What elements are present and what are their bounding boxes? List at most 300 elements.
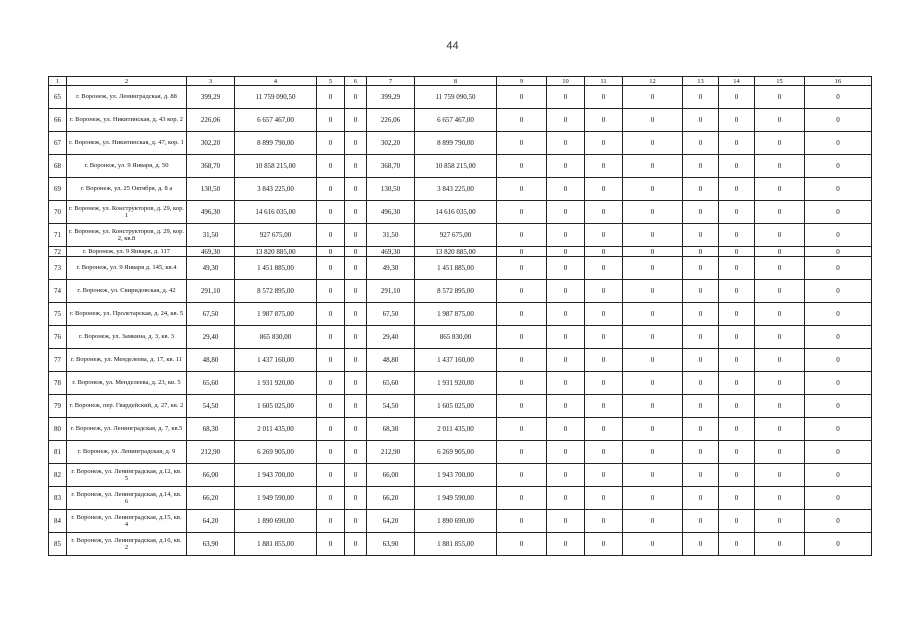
value-col5-cell: 0 [317,280,345,303]
row-number-cell: 75 [49,303,67,326]
area-total-cell: 496,30 [367,201,415,224]
value-col13-cell: 0 [683,257,719,280]
value-col11-cell: 0 [585,464,623,487]
value-col5-cell: 0 [317,109,345,132]
cost-cell: 1 987 875,00 [235,303,317,326]
value-col13-cell: 0 [683,86,719,109]
value-col15-cell: 0 [755,86,805,109]
row-number-cell: 85 [49,533,67,556]
value-col13-cell: 0 [683,464,719,487]
value-col11-cell: 0 [585,109,623,132]
cost-cell: 865 830,00 [235,326,317,349]
value-col15-cell: 0 [755,257,805,280]
value-col5-cell: 0 [317,464,345,487]
value-col5-cell: 0 [317,132,345,155]
value-col11-cell: 0 [585,441,623,464]
value-col13-cell: 0 [683,132,719,155]
value-col12-cell: 0 [623,487,683,510]
cost-cell: 1 605 025,00 [235,395,317,418]
value-col9-cell: 0 [497,510,547,533]
area-cell: 64,20 [187,510,235,533]
address-cell: г. Воронеж, ул. Свиридовская, д. 42 [67,280,187,303]
row-number-cell: 78 [49,372,67,395]
value-col12-cell: 0 [623,224,683,247]
value-col6-cell: 0 [345,441,367,464]
cost-cell: 14 616 035,00 [235,201,317,224]
value-col14-cell: 0 [719,464,755,487]
cost-total-cell: 1 451 885,00 [415,257,497,280]
value-col11-cell: 0 [585,247,623,257]
cost-total-cell: 3 843 225,00 [415,178,497,201]
value-col14-cell: 0 [719,510,755,533]
cost-cell: 1 451 885,00 [235,257,317,280]
cost-total-cell: 1 605 025,00 [415,395,497,418]
value-col10-cell: 0 [547,109,585,132]
table-row [49,155,872,178]
table-row [49,487,872,510]
value-col11-cell: 0 [585,533,623,556]
value-col5-cell: 0 [317,178,345,201]
value-col16-cell: 0 [805,257,872,280]
value-col6-cell: 0 [345,257,367,280]
value-col13-cell: 0 [683,224,719,247]
value-col9-cell: 0 [497,109,547,132]
value-col11-cell: 0 [585,326,623,349]
value-col14-cell: 0 [719,418,755,441]
area-total-cell: 48,80 [367,349,415,372]
cost-total-cell: 8 572 895,00 [415,280,497,303]
area-total-cell: 31,50 [367,224,415,247]
table-row [49,224,872,247]
row-number-cell: 65 [49,86,67,109]
value-col6-cell: 0 [345,201,367,224]
table-row [49,372,872,395]
value-col9-cell: 0 [497,155,547,178]
area-cell: 302,20 [187,132,235,155]
value-col12-cell: 0 [623,109,683,132]
value-col12-cell: 0 [623,303,683,326]
value-col14-cell: 0 [719,395,755,418]
area-total-cell: 302,20 [367,132,415,155]
address-cell: г. Воронеж, ул. Ленинградская, д. 88 [67,86,187,109]
cost-cell: 13 820 885,00 [235,247,317,257]
cost-cell: 8 572 895,00 [235,280,317,303]
value-col12-cell: 0 [623,155,683,178]
value-col6-cell: 0 [345,326,367,349]
value-col10-cell: 0 [547,178,585,201]
cost-total-cell: 11 759 090,50 [415,86,497,109]
value-col13-cell: 0 [683,395,719,418]
value-col13-cell: 0 [683,441,719,464]
address-cell: г. Воронеж, ул. Никитинская, д. 47, кор. 1 [67,132,187,155]
value-col5-cell: 0 [317,441,345,464]
cost-total-cell: 1 949 590,00 [415,487,497,510]
value-col11-cell: 0 [585,280,623,303]
value-col6-cell: 0 [345,86,367,109]
cost-total-cell: 927 675,00 [415,224,497,247]
row-number-cell: 71 [49,224,67,247]
cost-total-cell: 1 931 920,00 [415,372,497,395]
area-cell: 67,50 [187,303,235,326]
cost-total-cell: 2 011 435,00 [415,418,497,441]
value-col6-cell: 0 [345,395,367,418]
value-col11-cell: 0 [585,418,623,441]
table-row [49,441,872,464]
row-number-cell: 66 [49,109,67,132]
area-cell: 399,29 [187,86,235,109]
table-row [49,178,872,201]
value-col15-cell: 0 [755,464,805,487]
value-col15-cell: 0 [755,326,805,349]
value-col12-cell: 0 [623,441,683,464]
cost-cell: 11 759 090,50 [235,86,317,109]
row-number-cell: 74 [49,280,67,303]
row-number-cell: 69 [49,178,67,201]
value-col11-cell: 0 [585,349,623,372]
value-col16-cell: 0 [805,349,872,372]
area-cell: 65,60 [187,372,235,395]
area-cell: 48,80 [187,349,235,372]
value-col13-cell: 0 [683,155,719,178]
value-col6-cell: 0 [345,224,367,247]
value-col13-cell: 0 [683,349,719,372]
value-col11-cell: 0 [585,487,623,510]
value-col16-cell: 0 [805,464,872,487]
table-row [49,303,872,326]
column-number: 11 [585,77,623,86]
area-cell: 291,10 [187,280,235,303]
value-col11-cell: 0 [585,372,623,395]
value-col5-cell: 0 [317,224,345,247]
cost-total-cell: 1 943 700,00 [415,464,497,487]
value-col12-cell: 0 [623,132,683,155]
area-cell: 68,30 [187,418,235,441]
cost-cell: 6 269 905,00 [235,441,317,464]
value-col12-cell: 0 [623,280,683,303]
value-col13-cell: 0 [683,326,719,349]
value-col14-cell: 0 [719,201,755,224]
value-col16-cell: 0 [805,155,872,178]
table-row [49,257,872,280]
cost-total-cell: 6 269 905,00 [415,441,497,464]
cost-total-cell: 1 987 875,00 [415,303,497,326]
cost-total-cell: 10 858 215,00 [415,155,497,178]
value-col5-cell: 0 [317,257,345,280]
value-col11-cell: 0 [585,224,623,247]
table-row [49,247,872,257]
value-col9-cell: 0 [497,533,547,556]
value-col16-cell: 0 [805,109,872,132]
value-col13-cell: 0 [683,247,719,257]
area-total-cell: 66,20 [367,487,415,510]
value-col9-cell: 0 [497,257,547,280]
value-col12-cell: 0 [623,533,683,556]
row-number-cell: 68 [49,155,67,178]
value-col16-cell: 0 [805,395,872,418]
table-row [49,395,872,418]
value-col16-cell: 0 [805,86,872,109]
area-total-cell: 54,50 [367,395,415,418]
column-number: 14 [719,77,755,86]
value-col5-cell: 0 [317,372,345,395]
value-col12-cell: 0 [623,247,683,257]
value-col6-cell: 0 [345,533,367,556]
value-col14-cell: 0 [719,257,755,280]
address-cell: г. Воронеж, ул. Ленинградская, д.15, кв. 4 [67,510,187,533]
value-col15-cell: 0 [755,349,805,372]
value-col14-cell: 0 [719,372,755,395]
table-row [49,349,872,372]
value-col5-cell: 0 [317,418,345,441]
area-total-cell: 63,90 [367,533,415,556]
value-col10-cell: 0 [547,464,585,487]
value-col13-cell: 0 [683,487,719,510]
column-number: 9 [497,77,547,86]
value-col10-cell: 0 [547,441,585,464]
value-col10-cell: 0 [547,349,585,372]
area-cell: 496,30 [187,201,235,224]
value-col5-cell: 0 [317,155,345,178]
value-col13-cell: 0 [683,533,719,556]
value-col9-cell: 0 [497,247,547,257]
value-col15-cell: 0 [755,201,805,224]
address-cell: г. Воронеж, ул. Ленинградская, д.14, кв. 6 [67,487,187,510]
address-cell: г. Воронеж, ул. 9 Января, д. 50 [67,155,187,178]
cost-total-cell: 14 616 035,00 [415,201,497,224]
area-total-cell: 226,06 [367,109,415,132]
value-col12-cell: 0 [623,395,683,418]
value-col16-cell: 0 [805,372,872,395]
cost-total-cell: 6 657 467,00 [415,109,497,132]
value-col9-cell: 0 [497,326,547,349]
page-number: 44 [446,40,459,52]
value-col6-cell: 0 [345,418,367,441]
value-col16-cell: 0 [805,441,872,464]
value-col13-cell: 0 [683,280,719,303]
row-number-cell: 72 [49,247,67,257]
area-cell: 29,40 [187,326,235,349]
value-col9-cell: 0 [497,372,547,395]
value-col6-cell: 0 [345,178,367,201]
value-col14-cell: 0 [719,487,755,510]
cost-cell: 927 675,00 [235,224,317,247]
value-col9-cell: 0 [497,201,547,224]
address-cell: г. Воронеж, ул. Ленинградская, д.12, кв. 5 [67,464,187,487]
cost-total-cell: 8 899 790,00 [415,132,497,155]
value-col16-cell: 0 [805,487,872,510]
address-cell: г. Воронеж, ул. 9 Января д. 145, кв.4 [67,257,187,280]
row-number-cell: 67 [49,132,67,155]
row-number-cell: 81 [49,441,67,464]
row-number-cell: 82 [49,464,67,487]
value-col6-cell: 0 [345,247,367,257]
value-col9-cell: 0 [497,224,547,247]
column-number: 10 [547,77,585,86]
cost-total-cell: 1 890 690,00 [415,510,497,533]
cost-cell: 1 943 700,00 [235,464,317,487]
row-number-cell: 77 [49,349,67,372]
row-number-cell: 73 [49,257,67,280]
value-col12-cell: 0 [623,464,683,487]
table-row [49,464,872,487]
value-col15-cell: 0 [755,533,805,556]
cost-cell: 1 437 160,00 [235,349,317,372]
area-cell: 63,90 [187,533,235,556]
table-row [49,510,872,533]
address-cell: г. Воронеж, ул. Конструкторов, д. 29, кор. 1 [67,201,187,224]
address-cell: г. Воронеж, ул. Замкина, д. 3, кв. 3 [67,326,187,349]
value-col6-cell: 0 [345,487,367,510]
value-col14-cell: 0 [719,155,755,178]
cost-total-cell: 865 830,00 [415,326,497,349]
value-col13-cell: 0 [683,418,719,441]
value-col5-cell: 0 [317,349,345,372]
column-number: 7 [367,77,415,86]
value-col11-cell: 0 [585,395,623,418]
value-col5-cell: 0 [317,247,345,257]
value-col11-cell: 0 [585,510,623,533]
value-col14-cell: 0 [719,303,755,326]
table-row [49,326,872,349]
area-total-cell: 212,90 [367,441,415,464]
value-col13-cell: 0 [683,178,719,201]
value-col15-cell: 0 [755,487,805,510]
value-col10-cell: 0 [547,303,585,326]
area-total-cell: 65,60 [367,372,415,395]
value-col12-cell: 0 [623,86,683,109]
value-col15-cell: 0 [755,247,805,257]
value-col5-cell: 0 [317,487,345,510]
column-number: 12 [623,77,683,86]
value-col9-cell: 0 [497,464,547,487]
cost-total-cell: 1 881 855,00 [415,533,497,556]
area-cell: 368,70 [187,155,235,178]
cost-cell: 2 011 435,00 [235,418,317,441]
address-cell: г. Воронеж, пер. Гвардейский, д. 27, кв. 2 [67,395,187,418]
value-col12-cell: 0 [623,418,683,441]
value-col15-cell: 0 [755,395,805,418]
value-col10-cell: 0 [547,280,585,303]
value-col9-cell: 0 [497,487,547,510]
table-row [49,280,872,303]
cost-cell: 10 858 215,00 [235,155,317,178]
value-col13-cell: 0 [683,109,719,132]
area-total-cell: 399,29 [367,86,415,109]
value-col16-cell: 0 [805,326,872,349]
value-col9-cell: 0 [497,418,547,441]
value-col9-cell: 0 [497,395,547,418]
area-cell: 66,00 [187,464,235,487]
cost-total-cell: 13 820 885,00 [415,247,497,257]
area-total-cell: 29,40 [367,326,415,349]
address-cell: г. Воронеж, ул. Менделеева, д. 23, кв. 5 [67,372,187,395]
value-col15-cell: 0 [755,224,805,247]
value-col10-cell: 0 [547,224,585,247]
address-cell: г. Воронеж, ул. Ленинградская, д. 7, кв.5 [67,418,187,441]
value-col14-cell: 0 [719,533,755,556]
value-col5-cell: 0 [317,533,345,556]
value-col9-cell: 0 [497,132,547,155]
area-total-cell: 64,20 [367,510,415,533]
value-col14-cell: 0 [719,326,755,349]
table-row [49,86,872,109]
value-col15-cell: 0 [755,418,805,441]
area-total-cell: 291,10 [367,280,415,303]
cost-cell: 1 881 855,00 [235,533,317,556]
value-col9-cell: 0 [497,303,547,326]
value-col6-cell: 0 [345,510,367,533]
value-col10-cell: 0 [547,510,585,533]
value-col14-cell: 0 [719,178,755,201]
address-cell: г. Воронеж, ул. 9 Января, д. 117 [67,247,187,257]
value-col16-cell: 0 [805,178,872,201]
value-col12-cell: 0 [623,178,683,201]
column-number: 6 [345,77,367,86]
value-col11-cell: 0 [585,132,623,155]
value-col12-cell: 0 [623,510,683,533]
value-col16-cell: 0 [805,418,872,441]
value-col11-cell: 0 [585,155,623,178]
value-col15-cell: 0 [755,109,805,132]
address-cell: г. Воронеж, ул. Пролетарская, д. 24, кв. 5 [67,303,187,326]
value-col6-cell: 0 [345,109,367,132]
cost-total-cell: 1 437 160,00 [415,349,497,372]
value-col16-cell: 0 [805,510,872,533]
value-col15-cell: 0 [755,155,805,178]
value-col5-cell: 0 [317,395,345,418]
cost-cell: 1 949 590,00 [235,487,317,510]
value-col10-cell: 0 [547,418,585,441]
row-number-cell: 76 [49,326,67,349]
value-col14-cell: 0 [719,109,755,132]
cost-cell: 1 931 920,00 [235,372,317,395]
value-col11-cell: 0 [585,257,623,280]
column-number: 13 [683,77,719,86]
table-row [49,533,872,556]
value-col10-cell: 0 [547,533,585,556]
value-col16-cell: 0 [805,303,872,326]
value-col10-cell: 0 [547,395,585,418]
value-col9-cell: 0 [497,86,547,109]
value-col13-cell: 0 [683,201,719,224]
value-col6-cell: 0 [345,303,367,326]
value-col6-cell: 0 [345,280,367,303]
area-cell: 49,30 [187,257,235,280]
value-col15-cell: 0 [755,372,805,395]
value-col14-cell: 0 [719,86,755,109]
value-col14-cell: 0 [719,224,755,247]
table-row [49,418,872,441]
value-col12-cell: 0 [623,372,683,395]
value-col11-cell: 0 [585,178,623,201]
value-col6-cell: 0 [345,464,367,487]
column-number-row [49,77,872,86]
value-col16-cell: 0 [805,247,872,257]
value-col9-cell: 0 [497,178,547,201]
value-col15-cell: 0 [755,441,805,464]
row-number-cell: 83 [49,487,67,510]
column-number: 4 [235,77,317,86]
row-number-cell: 79 [49,395,67,418]
area-cell: 31,50 [187,224,235,247]
row-number-cell: 84 [49,510,67,533]
value-col12-cell: 0 [623,201,683,224]
value-col5-cell: 0 [317,510,345,533]
value-col16-cell: 0 [805,224,872,247]
value-col5-cell: 0 [317,326,345,349]
area-total-cell: 66,00 [367,464,415,487]
column-number: 5 [317,77,345,86]
